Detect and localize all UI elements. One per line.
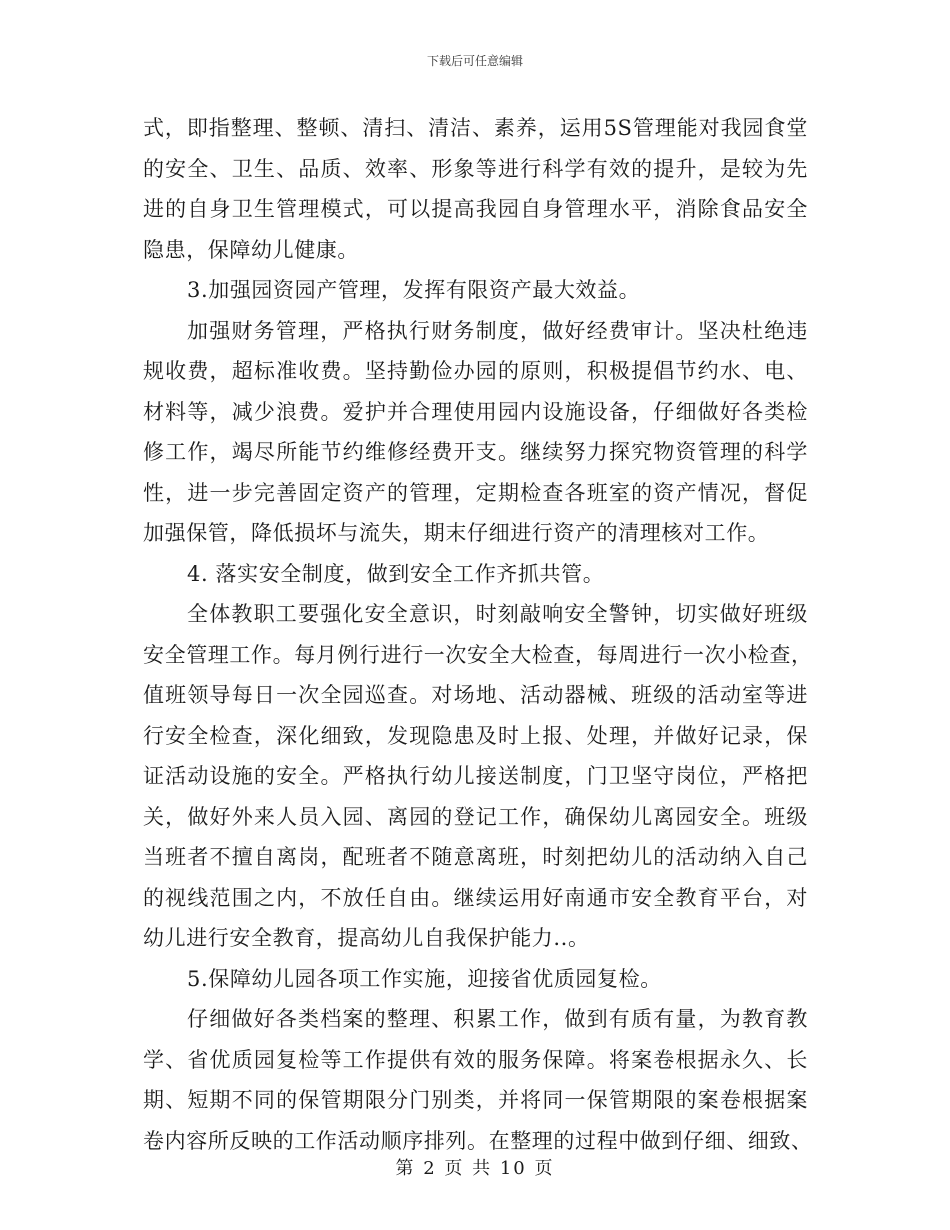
document-body xyxy=(143,108,813,1161)
text-line: 全体教职工要强化安全意识，时刻敲响安全警钟，切实做好班级 xyxy=(187,602,808,626)
text-line: 行安全检查，深化细致，发现隐患及时上报、处理，并做好记录，保 xyxy=(143,723,808,748)
section-heading: 5.保障幼儿园各项工作实施，迎接省优质园复检。 xyxy=(187,966,662,991)
text-line: 期、短期不同的保管期限分门别类，并将同一保管期限的案卷根据案 xyxy=(143,1088,808,1112)
text-line: 修工作，竭尽所能节约维修经费开支。继续努力探究物资管理的科学 xyxy=(143,440,808,464)
text-line: 值班领导每日一次全园巡查。对场地、活动器械、班级的活动室等进 xyxy=(143,683,808,707)
text-line: 加强财务管理，严格执行财务制度，做好经费审计。坚决杜绝违 xyxy=(187,318,808,343)
text-line: 规收费，超标准收费。坚持勤俭办园的原则，积极提倡节约水、电、 xyxy=(143,359,808,383)
text-line: 幼儿进行安全教育，提高幼儿自我保护能力..。 xyxy=(143,926,590,950)
section-heading: 3.加强园资园产管理，发挥有限资产最大效益。 xyxy=(187,278,641,302)
text-line: 进的自身卫生管理模式，可以提高我园自身管理水平，消除食品安全 xyxy=(143,197,808,221)
text-line: 安全管理工作。每月例行进行一次安全大检查，每周进行一次小检查， xyxy=(143,642,813,667)
page-header: 下载后可任意编辑 xyxy=(426,54,523,68)
text-line: 学、省优质园复检等工作提供有效的服务保障。将案卷根据永久、长 xyxy=(143,1047,808,1072)
section-heading: 4. 落实安全制度，做到安全工作齐抓共管。 xyxy=(187,561,605,586)
text-line: 的安全、卫生、品质、效率、形象等进行科学有效的提升，是较为先 xyxy=(143,156,808,181)
text-line: 证活动设施的安全。严格执行幼儿接送制度，门卫坚守岗位，严格把 xyxy=(143,764,808,788)
text-line: 卷内容所反映的工作活动顺序排列。在整理的过程中做到仔细、细致、 xyxy=(143,1128,813,1153)
text-line: 材料等，减少浪费。爱护并合理使用园内设施设备，仔细做好各类检 xyxy=(143,399,808,424)
text-line: 仔细做好各类档案的整理、积累工作，做到有质有量，为教育教 xyxy=(187,1007,808,1031)
text-line: 关，做好外来人员入园、离园的登记工作，确保幼儿离园安全。班级 xyxy=(143,804,808,829)
text-line: 加强保管，降低损坏与流失，期末仔细进行资产的清理核对工作。 xyxy=(143,521,770,545)
text-line: 的视线范围之内，不放任自由。继续运用好南通市安全教育平台，对 xyxy=(143,885,808,910)
page-number-footer: 第 2 页 共 10 页 xyxy=(395,1158,555,1179)
text-line: 性，进一步完善固定资产的管理，定期检查各班室的资产情况，督促 xyxy=(143,480,808,505)
text-line: 当班者不擅自离岗，配班者不随意离班，时刻把幼儿的活动纳入自己 xyxy=(143,845,808,869)
text-line: 隐患，保障幼儿健康。 xyxy=(143,237,359,262)
text-line: 式，即指整理、整顿、清扫、清洁、素养，运用5S管理能对我园食堂 xyxy=(143,116,808,140)
